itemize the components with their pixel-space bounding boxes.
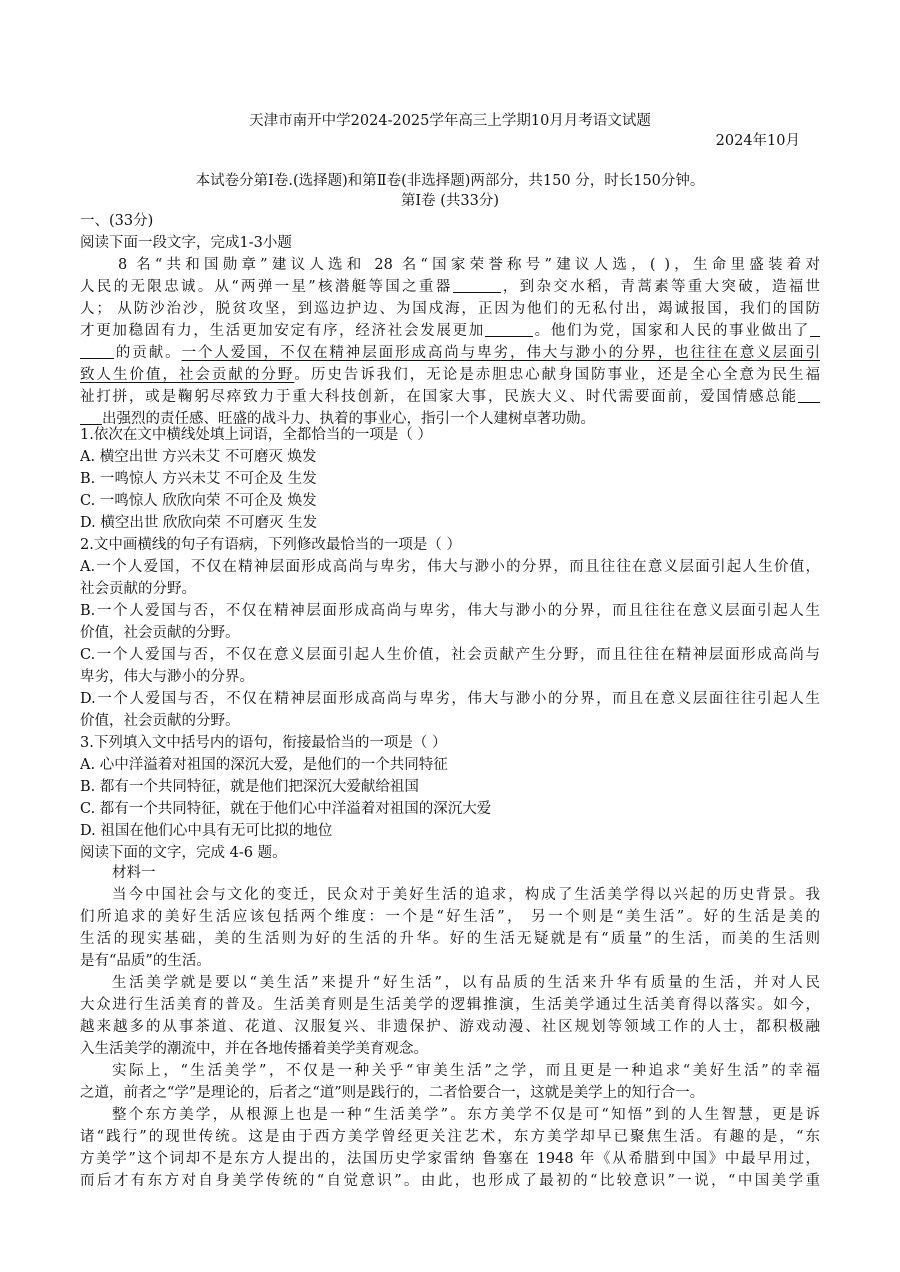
question-3-option-a: A. 心中洋溢着对祖国的深沉大爱，是他们的一个共同特征 — [80, 757, 448, 773]
material-line: 生活美学就是要以“美生活”来提升“好生活”，以有品质的生活来升华有质量的生活，并对人民 — [112, 975, 820, 991]
question-2-option-c-cont: 卑劣，伟大与渺小的分界。 — [80, 669, 254, 685]
question-3-option-b: B. 都有一个共同特征，就是他们把深沉大爱献给祖国 — [80, 779, 419, 795]
question-2-option-c: C.一个人爱国与否，不仅在意义层面引起人生价值，社会贡献产生分野，而且往往在精神层面形成高尚与 — [80, 647, 820, 663]
question-1-option-d: D. 横空出世 欣欣向荣 不可磨灭 生发 — [80, 515, 318, 531]
material-line: 当今中国社会与文化的变迁，民众对于美好生活的追求，构成了生活美学得以兴起的历史背景。我 — [112, 887, 820, 903]
passage-line — [80, 386, 820, 408]
material-line: 越来越多的从事茶道、花道、汉服复兴、非遗保护、游戏动漫、社区规划等领域工作的人士，都积极融 — [80, 1019, 820, 1035]
passage-line — [80, 342, 820, 364]
material-line: 大众进行生活美育的普及。生活美育则是生活美学的逻辑推演，生活美学通过生活美育得以落实。如今， — [80, 997, 820, 1013]
passage-line — [80, 320, 820, 342]
reading-instruction: 阅读下面的文字，完成 4-6 题。 — [80, 845, 287, 861]
passage-text: 出强烈的责任感、旺盛的战斗力、执着的事业心，指引一个人建树卓著功勋。 — [102, 411, 595, 427]
material-heading: 材料一 — [112, 865, 156, 881]
fill-blank — [453, 278, 501, 293]
passage-text: 。历史告诉我们，无论是赤胆忠心献身国防事业，还是全心全意为民生福 — [294, 367, 820, 383]
passage-line — [80, 364, 820, 386]
material-line: 方美学”这个词却不是东方人提出的，法国历史学家雷纳 鲁塞在 1948 年《从希腊到中国》中最早用过， — [80, 1151, 820, 1167]
fill-blank — [798, 388, 820, 403]
volume-heading: 第Ⅰ卷 (共33分) — [400, 193, 500, 209]
passage-text: ，到杂交水稻，青蒿素等重大突破，造福世 — [500, 279, 820, 295]
material-line: 诸“践行”的现世传统。这是由于西方美学曾经更关注艺术，东方美学却早已聚焦生活。有趣的是，“东 — [80, 1129, 820, 1145]
fill-blank — [485, 322, 533, 337]
question-2-option-d-cont: 价值，社会贡献的分野。 — [80, 713, 240, 729]
passage-text: 的贡献。 — [114, 345, 182, 361]
passage-line — [80, 276, 820, 298]
passage-line: 8 名“共和国勋章”建议人选和 28 名“国家荣誉称号”建议人选，( )，生命里盛装着对 — [118, 257, 820, 273]
material-line: 生活的现实基础，美的生活则为好的生活的升华。好的生活无疑就是有“质量”的生活，而美的生活则 — [80, 931, 820, 947]
question-2-option-a-cont: 社会贡献的分野。 — [80, 581, 196, 597]
exam-title: 天津市南开中学2024-2025学年高三上学期10月月考语文试题 — [249, 113, 651, 129]
question-3-option-c: C. 都有一个共同特征，就在于他们心中洋溢着对祖国的深沉大爱 — [80, 801, 492, 817]
material-line: 入生活美学的潮流中，并在各地传播着美学美育观念。 — [80, 1041, 428, 1057]
exam-intro: 本试卷分第Ⅰ卷.(选择题)和第Ⅱ卷(非选择题)两部分，共150 分，时长150分钟。 — [195, 173, 705, 189]
underlined-sentence: 致人生价值，社会贡献的分野 — [80, 367, 295, 383]
question-1-option-a: A. 横空出世 方兴未艾 不可磨灭 焕发 — [80, 449, 317, 465]
passage-text: 才更加稳固有力，生活更加安定有序，经济社会发展更加 — [80, 323, 485, 339]
question-1-stem: 1.依次在文中横线处填上词语，全都恰当的一项是（ ） — [80, 427, 432, 443]
fill-blank — [810, 322, 820, 337]
question-2-option-b-cont: 价值，社会贡献的分野。 — [80, 625, 240, 641]
question-2-option-b: B.一个人爱国与否，不仅在精神层面形成高尚与卑劣，伟大与渺小的分界，而且往往在意义层面引起人生 — [80, 603, 820, 619]
material-line: 整个东方美学，从根源上也是一种“生活美学”。东方美学不仅是可“知悟”到的人生智慧，更是诉 — [112, 1107, 820, 1123]
question-2-stem: 2.文中画横线的句子有语病，下列修改最恰当的一项是（ ） — [80, 537, 461, 553]
question-3-stem: 3.下列填入文中括号内的语句，衔接最恰当的一项是（ ） — [80, 735, 447, 751]
material-line: 而后才有东方对自身美学传统的“自觉意识”。由此，也形成了最初的“比较意识”一说，“中国美学重 — [80, 1173, 820, 1189]
question-3-option-d: D. 祖国在他们心中具有无可比拟的地位 — [80, 823, 333, 839]
passage-text: 祉打拼，或是鞠躬尽瘁致力于重大科技创新，在国家大事，民族大义、时代需要面前，爱国情感总能 — [80, 389, 798, 405]
section-heading: 一、(33分) — [80, 213, 154, 229]
material-line: 之道，前者之“学”是理论的，后者之“道”则是践行的，二者恰要合一，这就是美学上的知行合一。 — [80, 1085, 705, 1101]
fill-blank — [80, 344, 114, 359]
material-line: 是有“品质”的生活。 — [80, 953, 211, 969]
question-2-option-a: A.一个人爱国，不仅在精神层面形成高尚与卑劣，伟大与渺小的分界，而且往往在意义层面引起人生价值， — [80, 559, 820, 575]
question-1-option-b: B. 一鸣惊人 方兴未艾 不可企及 生发 — [80, 471, 317, 487]
passage-text: 人民的无限忠诚。从“两弹一星”核潜艇等国之重器 — [80, 279, 453, 295]
passage-line: 人； 从防沙治沙，脱贫攻坚，到巡边护边、为国戍海，正因为他们的无私付出，竭诚报国，我们的国防 — [80, 301, 820, 317]
section-instruction: 阅读下面一段文字，完成1-3小题 — [80, 235, 292, 251]
material-line: 们所追求的美好生活应该包括两个维度：一个是“好生活”， 另一个则是“美生活”。好的生活是美的 — [80, 909, 820, 925]
question-1-option-c: C. 一鸣惊人 欣欣向荣 不可企及 焕发 — [80, 493, 317, 509]
underlined-sentence: 一个人爱国，不仅在精神层面形成高尚与卑劣，伟大与渺小的分界，也往往在意义层面引 — [181, 345, 820, 361]
exam-date: 2024年10月 — [715, 133, 800, 149]
fill-blank — [80, 410, 102, 425]
material-line: 实际上，“生活美学”，不仅是一种关乎“审美生活”之学，而且更是一种追求“美好生活”的幸福 — [112, 1063, 820, 1079]
passage-text: 。他们为党，国家和人民的事业做出了 — [532, 323, 811, 339]
question-2-option-d: D.一个人爱国与否，不仅在精神层面形成高尚与卑劣，伟大与渺小的分界，而且在意义层面往往引起人生 — [80, 691, 820, 707]
